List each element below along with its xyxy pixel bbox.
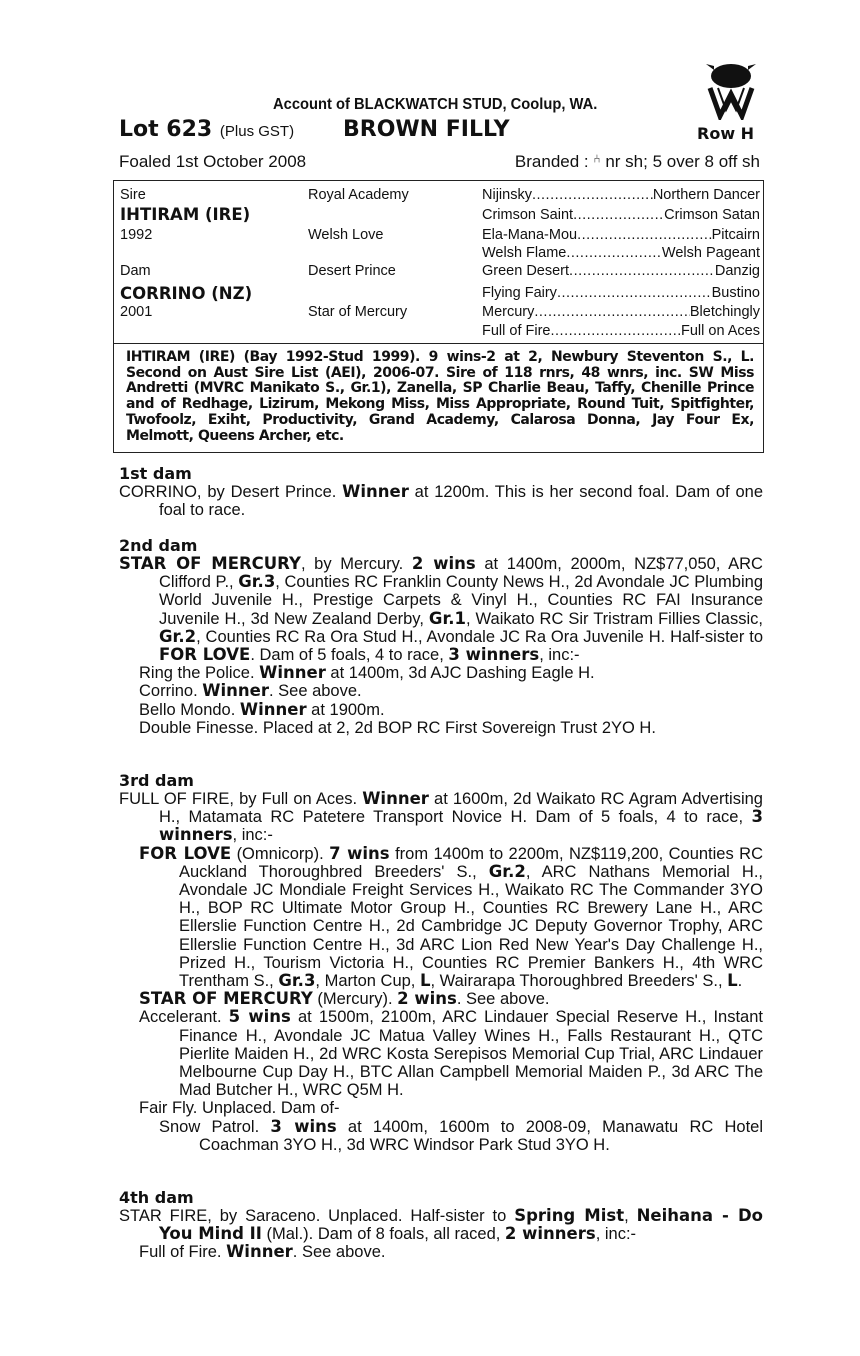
- second-dam-section: [119, 537, 763, 737]
- list-item: Snow Patrol. 3 wins at 1400m, 1600m to 2008-09, Manawatu RC Hotel Coachman 3YO H., 3d WRC Windsor Park Stud 3YO H.: [159, 1116, 764, 1154]
- sire-year: 1992: [120, 227, 153, 243]
- lot-number: Lot 623 (Plus GST): [119, 117, 295, 142]
- stud-logo: [700, 54, 762, 120]
- row-label: Row H: [697, 124, 755, 143]
- third-dam-text: FULL OF FIRE, by Full on Aces. Winner at 1600m, 2d Waikato RC Agram Advertising H., Matamata RC Patetere Transport Novice H. Dam of 5 foals, 4 to race, 3 winners, inc:-: [119, 789, 763, 845]
- foaled-date: Foaled 1st October 2008: [119, 152, 307, 171]
- brand-info: Branded : ⑃ nr sh; 5 over 8 off sh: [514, 152, 760, 171]
- dam-year: 2001: [120, 304, 153, 320]
- dam-dam: Star of Mercury: [308, 304, 408, 320]
- third-dam-section: [119, 772, 763, 1154]
- list-item: Full of Fire. Winner. See above.: [139, 1242, 386, 1262]
- fourth-dam-text: STAR FIRE, by Saraceno. Unplaced. Half-sister to Spring Mist, Neihana - Do You Mind II (Mal.). Dam of 8 foals, all raced, 2 winners, inc:-: [119, 1206, 763, 1244]
- grandparent-row: Green Desert ..... Danzig: [482, 263, 760, 279]
- list-item: Fair Fly. Unplaced. Dam of-: [139, 1099, 340, 1118]
- list-item: STAR OF MERCURY (Mercury). 2 wins. See above.: [139, 989, 550, 1009]
- sire-label: Sire: [120, 187, 146, 203]
- list-item: Accelerant. 5 wins at 1500m, 2100m, ARC Lindauer Special Reserve H., Instant Finance H., Avondale JC Matua Valley Wines H., Falls Restaurant H., QTC Pierlite Maiden H., 2d WRC Kosta Serepisos Memorial Cup Trial, ARC Lindauer Melbourne Cup Day H., BTC Allan Campbell Memorial Maiden P., 3d ARC The Mad Butcher H., WRC Q5M H.: [139, 1007, 763, 1100]
- first-dam-section: [119, 465, 763, 519]
- dam-name: CORRINO (NZ): [120, 284, 253, 303]
- list-item: Ring the Police. Winner at 1400m, 3d AJC Dashing Eagle H.: [139, 663, 595, 683]
- lot-title: BROWN FILLY: [343, 117, 510, 142]
- sire-sire: Royal Academy: [308, 187, 409, 203]
- grandparent-row: Ela-Mana-Mou ..... Pitcairn: [482, 227, 760, 243]
- second-dam-heading: 2nd dam: [119, 536, 198, 555]
- fourth-dam-section: [119, 1189, 763, 1262]
- pedigree-table: [113, 180, 764, 344]
- sire-summary: IHTIRAM (IRE) (Bay 1992-Stud 1999). 9 wins-2 at 2, Newbury Steventon S., L. Second on Aust Sire List (AEI), 2006-07. Sire of 118 rnrs, 48 wnrs, inc. SW Miss Andretti (MVRC Manikato S., Gr.1), Zanella, SP Charlie Beau, Taffy, Chenille Prince and of Redhage, Lizirum, Mekong Miss, Miss Appropriate, Round Tuit, Spitfighter, Twofoolz, Exiht, Productivity, Grand Academy, Calarosa Donna, Jay Four Ex, Melmott, Queens Archer, etc.: [126, 349, 754, 444]
- first-dam-heading: 1st dam: [119, 464, 192, 483]
- fourth-dam-heading: 4th dam: [119, 1188, 194, 1207]
- brand-mark-icon: ⑃: [593, 152, 601, 166]
- vendor-account: Account of BLACKWATCH STUD, Coolup, WA.: [273, 96, 598, 113]
- dam-label: Dam: [120, 263, 151, 279]
- list-item: Double Finesse. Placed at 2, 2d BOP RC First Sovereign Trust 2YO H.: [139, 718, 656, 737]
- sire-dam: Welsh Love: [308, 227, 384, 243]
- dam-sire: Desert Prince: [308, 263, 396, 279]
- grandparent-row: Crimson Saint ..... Crimson Satan: [482, 207, 760, 223]
- sire-summary-box: [113, 344, 764, 453]
- grandparent-row: Flying Fairy ..... Bustino: [482, 285, 760, 301]
- grandparent-row: Nijinsky ..... Northern Dancer: [482, 187, 760, 203]
- grandparent-row: Mercury ..... Bletchingly: [482, 304, 760, 320]
- first-dam-text: CORRINO, by Desert Prince. Winner at 1200m. This is her second foal. Dam of one foal to race.: [119, 482, 763, 520]
- grandparent-row: Welsh Flame ..... Welsh Pageant: [482, 245, 760, 261]
- second-dam-text: STAR OF MERCURY, by Mercury. 2 wins at 1400m, 2000m, NZ$77,050, ARC Clifford P., Gr.3, Counties RC Franklin County News H., 2d Avondale JC Plumbing World Juvenile H., Prestige Carpets & Vinyl H., Counties RC FAI Insurance Juvenile H., 3d New Zealand Derby, Gr.1, Waikato RC Sir Tristram Fillies Classic, Gr.2, Counties RC Ra Ora Stud H., Avondale JC Ra Ora Juvenile H. Half-sister to FOR LOVE. Dam of 5 foals, 4 to race, 3 winners, inc:-: [119, 554, 764, 665]
- plus-gst-note: (Plus GST): [219, 123, 295, 140]
- third-dam-heading: 3rd dam: [119, 771, 194, 790]
- list-item: Corrino. Winner. See above.: [139, 681, 362, 701]
- logo-icon: [700, 54, 762, 120]
- grandparent-row: Full of Fire ..... Full on Aces: [482, 323, 760, 339]
- sire-name: IHTIRAM (IRE): [120, 205, 251, 224]
- list-item: Bello Mondo. Winner at 1900m.: [139, 699, 385, 719]
- list-item: FOR LOVE (Omnicorp). 7 wins from 1400m to 2200m, NZ$119,200, Counties RC Auckland Thoroughbred Breeders' S., Gr.2, ARC Nathans Memorial H., Avondale JC Mondiale Freight Services H., Waikato RC The Commander 3YO H., BOP RC Ultimate Motor Group H., Counties RC Brewery Lane H., ARC Ellerslie Function Centre H., 2d Cambridge JC Deputy Governor Trophy, ARC Ellerslie Function Centre H., 3d ARC Lion Red New Year's Day Challenge H., Prized H., Tourism Victoria H., Counties RC Premier Bankers H., 4th WRC Trentham S., Gr.3, Marton Cup, L, Wairarapa Thoroughbred Breeders' S., L.: [139, 843, 763, 991]
